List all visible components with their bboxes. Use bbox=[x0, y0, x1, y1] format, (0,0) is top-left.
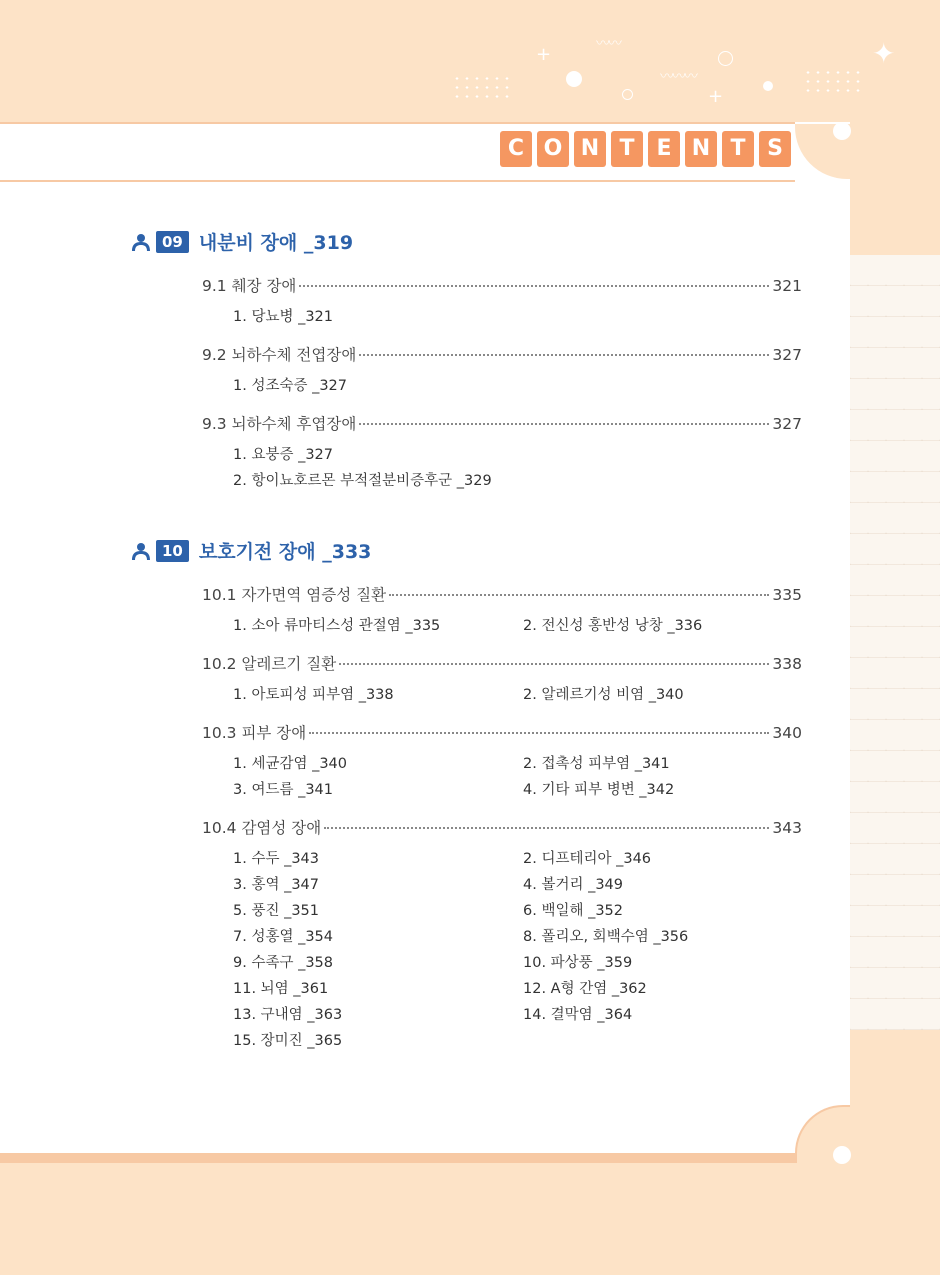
toc-item[interactable]: 14. 결막염 _364 bbox=[523, 1007, 633, 1023]
contents-title bbox=[500, 131, 791, 167]
dot-leader bbox=[339, 663, 769, 665]
section-page: 343 bbox=[772, 819, 802, 837]
dot-leader bbox=[309, 732, 769, 734]
dot-leader bbox=[359, 423, 769, 425]
circle-decor bbox=[763, 81, 773, 91]
section-entry[interactable] bbox=[202, 343, 802, 365]
section-label: 9.1 췌장 장애 bbox=[202, 277, 297, 295]
circle-decor bbox=[833, 1146, 851, 1164]
section-entry[interactable] bbox=[202, 583, 802, 605]
dot-grid-decor bbox=[452, 74, 514, 102]
toc-item[interactable]: 3. 여드름 _341 bbox=[233, 782, 333, 798]
ring-decor bbox=[718, 51, 733, 66]
toc-item[interactable]: 1. 세균감염 _340 bbox=[233, 756, 348, 772]
toc-item[interactable]: 7. 성홍열 _354 bbox=[233, 929, 333, 945]
section-page: 338 bbox=[772, 655, 802, 673]
sparkle-icon: ✦ bbox=[872, 37, 896, 70]
toc-item[interactable]: 2. 항이뇨호르몬 부적절분비증후군 _329 bbox=[233, 473, 492, 489]
title-letter: N bbox=[685, 131, 717, 167]
toc-item[interactable]: 4. 기타 피부 병변 _342 bbox=[523, 782, 675, 798]
bottom-band bbox=[0, 1153, 795, 1163]
toc-item[interactable]: 1. 요붕증 _327 bbox=[233, 447, 333, 463]
toc-item[interactable]: 11. 뇌염 _361 bbox=[233, 981, 329, 997]
toc-item[interactable]: 9. 수족구 _358 bbox=[233, 955, 333, 971]
chapter-number: 10 bbox=[156, 540, 189, 562]
section-entry[interactable] bbox=[202, 721, 802, 743]
toc-item[interactable]: 13. 구내염 _363 bbox=[233, 1007, 343, 1023]
dot-leader bbox=[324, 827, 769, 829]
chapter-title: 보호기전 장애 _333 bbox=[198, 541, 372, 563]
toc-item[interactable]: 1. 당뇨병 _321 bbox=[233, 309, 333, 325]
toc-item[interactable]: 2. 전신성 홍반성 낭창 _336 bbox=[523, 618, 703, 634]
circle-decor bbox=[833, 122, 851, 140]
wave-decor-icon: 〰〰 bbox=[596, 36, 620, 52]
toc-item[interactable]: 8. 폴리오, 회백수염 _356 bbox=[523, 929, 689, 945]
title-letter: E bbox=[648, 131, 680, 167]
section-label: 10.1 자가면역 염증성 질환 bbox=[202, 586, 387, 604]
toc-item[interactable]: 4. 볼거리 _349 bbox=[523, 877, 623, 893]
title-letter: C bbox=[500, 131, 532, 167]
circle-decor bbox=[566, 71, 582, 87]
section-page: 327 bbox=[772, 415, 802, 433]
dot-leader bbox=[359, 354, 769, 356]
toc-item[interactable]: 12. A형 간염 _362 bbox=[523, 981, 647, 997]
toc-item[interactable]: 5. 풍진 _351 bbox=[233, 903, 319, 919]
section-entry[interactable] bbox=[202, 816, 802, 838]
toc-item[interactable]: 1. 소아 류마티스성 관절염 _335 bbox=[233, 618, 441, 634]
title-letter: T bbox=[722, 131, 754, 167]
section-entry[interactable] bbox=[202, 652, 802, 674]
toc-item[interactable]: 2. 디프테리아 _346 bbox=[523, 851, 652, 867]
section-label: 10.4 감염성 장애 bbox=[202, 819, 322, 837]
section-label: 9.3 뇌하수체 후엽장애 bbox=[202, 415, 357, 433]
section-label: 10.3 피부 장애 bbox=[202, 724, 307, 742]
toc-item[interactable]: 1. 수두 _343 bbox=[233, 851, 319, 867]
title-letter: O bbox=[537, 131, 569, 167]
section-page: 321 bbox=[772, 277, 802, 295]
section-entry[interactable] bbox=[202, 412, 802, 434]
toc-item[interactable]: 2. 접촉성 피부염 _341 bbox=[523, 756, 670, 772]
person-icon bbox=[130, 232, 152, 252]
side-pattern bbox=[850, 255, 940, 1030]
chapter-heading bbox=[130, 228, 353, 255]
dot-leader bbox=[389, 594, 769, 596]
title-letter: N bbox=[574, 131, 606, 167]
toc-item[interactable]: 3. 홍역 _347 bbox=[233, 877, 319, 893]
toc-item[interactable]: 1. 아토피성 피부염 _338 bbox=[233, 687, 394, 703]
section-label: 10.2 알레르기 질환 bbox=[202, 655, 337, 673]
title-letter: S bbox=[759, 131, 791, 167]
toc-item[interactable]: 1. 성조숙증 _327 bbox=[233, 378, 348, 394]
toc-item[interactable]: 10. 파상풍 _359 bbox=[523, 955, 633, 971]
chapter-number: 09 bbox=[156, 231, 189, 253]
plus-decor-icon: + bbox=[536, 44, 552, 65]
section-label: 9.2 뇌하수체 전엽장애 bbox=[202, 346, 357, 364]
chapter-heading bbox=[130, 537, 371, 564]
ring-decor bbox=[622, 89, 633, 100]
dot-leader bbox=[299, 285, 769, 287]
section-entry[interactable] bbox=[202, 274, 802, 296]
toc-item[interactable]: 6. 백일해 _352 bbox=[523, 903, 623, 919]
wave-decor-icon: 〰〰〰 bbox=[660, 69, 696, 85]
toc-item[interactable]: 2. 알레르기성 비염 _340 bbox=[523, 687, 684, 703]
person-icon bbox=[130, 541, 152, 561]
section-page: 340 bbox=[772, 724, 802, 742]
toc-item[interactable]: 15. 장미진 _365 bbox=[233, 1033, 343, 1049]
section-page: 335 bbox=[772, 586, 802, 604]
section-page: 327 bbox=[772, 346, 802, 364]
chapter-title: 내분비 장애 _319 bbox=[198, 232, 354, 254]
dot-grid-decor bbox=[803, 68, 865, 96]
plus-decor-icon: + bbox=[708, 86, 724, 107]
title-letter: T bbox=[611, 131, 643, 167]
